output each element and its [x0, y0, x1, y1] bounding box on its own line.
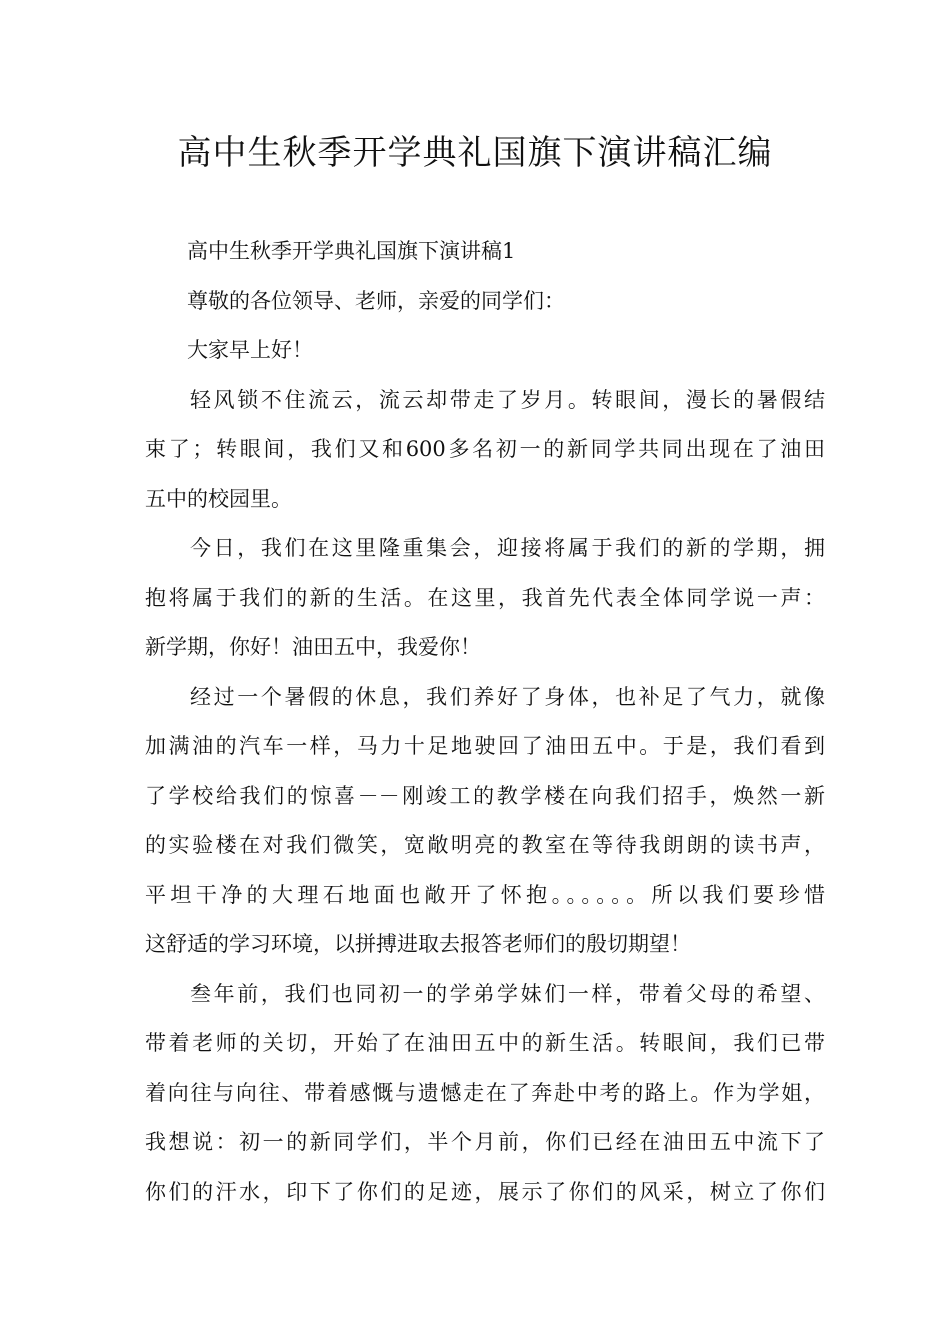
paragraph-line: 你们的汗水，印下了你们的足迹，展示了你们的风采，树立了你们: [145, 1179, 825, 1204]
paragraph-line: 叁年前，我们也同初一的学弟学妹们一样，带着父母的希望、: [190, 981, 825, 1006]
paragraph-line: 了学校给我们的惊喜－－刚竣工的教学楼在向我们招手，焕然一新: [145, 783, 825, 808]
paragraph-line: 轻风锁不住流云，流云却带走了岁月。转眼间，漫长的暑假结: [190, 387, 825, 412]
section-heading: 高中生秋季开学典礼国旗下演讲稿1: [187, 239, 516, 263]
document-title: 高中生秋季开学典礼国旗下演讲稿汇编: [177, 133, 773, 173]
paragraph: [145, 673, 825, 970]
document-body: [145, 227, 825, 1217]
paragraph-line: 我想说：初一的新同学们，半个月前，你们已经在油田五中流下了: [145, 1130, 825, 1154]
greeting: 大家早上好！: [187, 338, 313, 362]
paragraph-line: 加满油的汽车一样，马力十足地驶回了油田五中。于是，我们看到: [145, 734, 825, 758]
paragraph: [145, 376, 825, 525]
paragraph-line: 束了；转眼间，我们又和600多名初一的新同学共同出现在了油田: [145, 437, 825, 461]
salutation: 尊敬的各位领导、老师，亲爱的同学们：: [187, 288, 565, 313]
paragraph-line: 五中的校园里。: [145, 486, 292, 511]
paragraph-line: 平坦干净的大理石地面也敞开了怀抱。。。。。。所以我们要珍惜: [145, 882, 825, 907]
paragraph-line: 着向往与向往、带着感慨与遗憾走在了奔赴中考的路上。作为学姐，: [145, 1080, 825, 1105]
paragraph: [145, 970, 825, 1218]
paragraph-line: 带着老师的关切，开始了在油田五中的新生活。转眼间，我们已带: [145, 1031, 825, 1055]
paragraph: [145, 524, 825, 673]
paragraph-line: 这舒适的学习环境，以拼搏进取去报答老师们的殷切期望！: [145, 932, 691, 956]
paragraph-line: 的实验楼在对我们微笑，宽敞明亮的教室在等待我朗朗的读书声，: [145, 833, 825, 857]
paragraph-line: 抱将属于我们的新的生活。在这里，我首先代表全体同学说一声：: [145, 585, 825, 610]
paragraph-line: 今日，我们在这里隆重集会，迎接将属于我们的新的学期，拥: [190, 536, 825, 560]
paragraph-line: 新学期，你好！油田五中，我爱你！: [145, 635, 481, 659]
paragraph-line: 经过一个暑假的休息，我们养好了身体，也补足了气力，就像: [190, 684, 825, 709]
